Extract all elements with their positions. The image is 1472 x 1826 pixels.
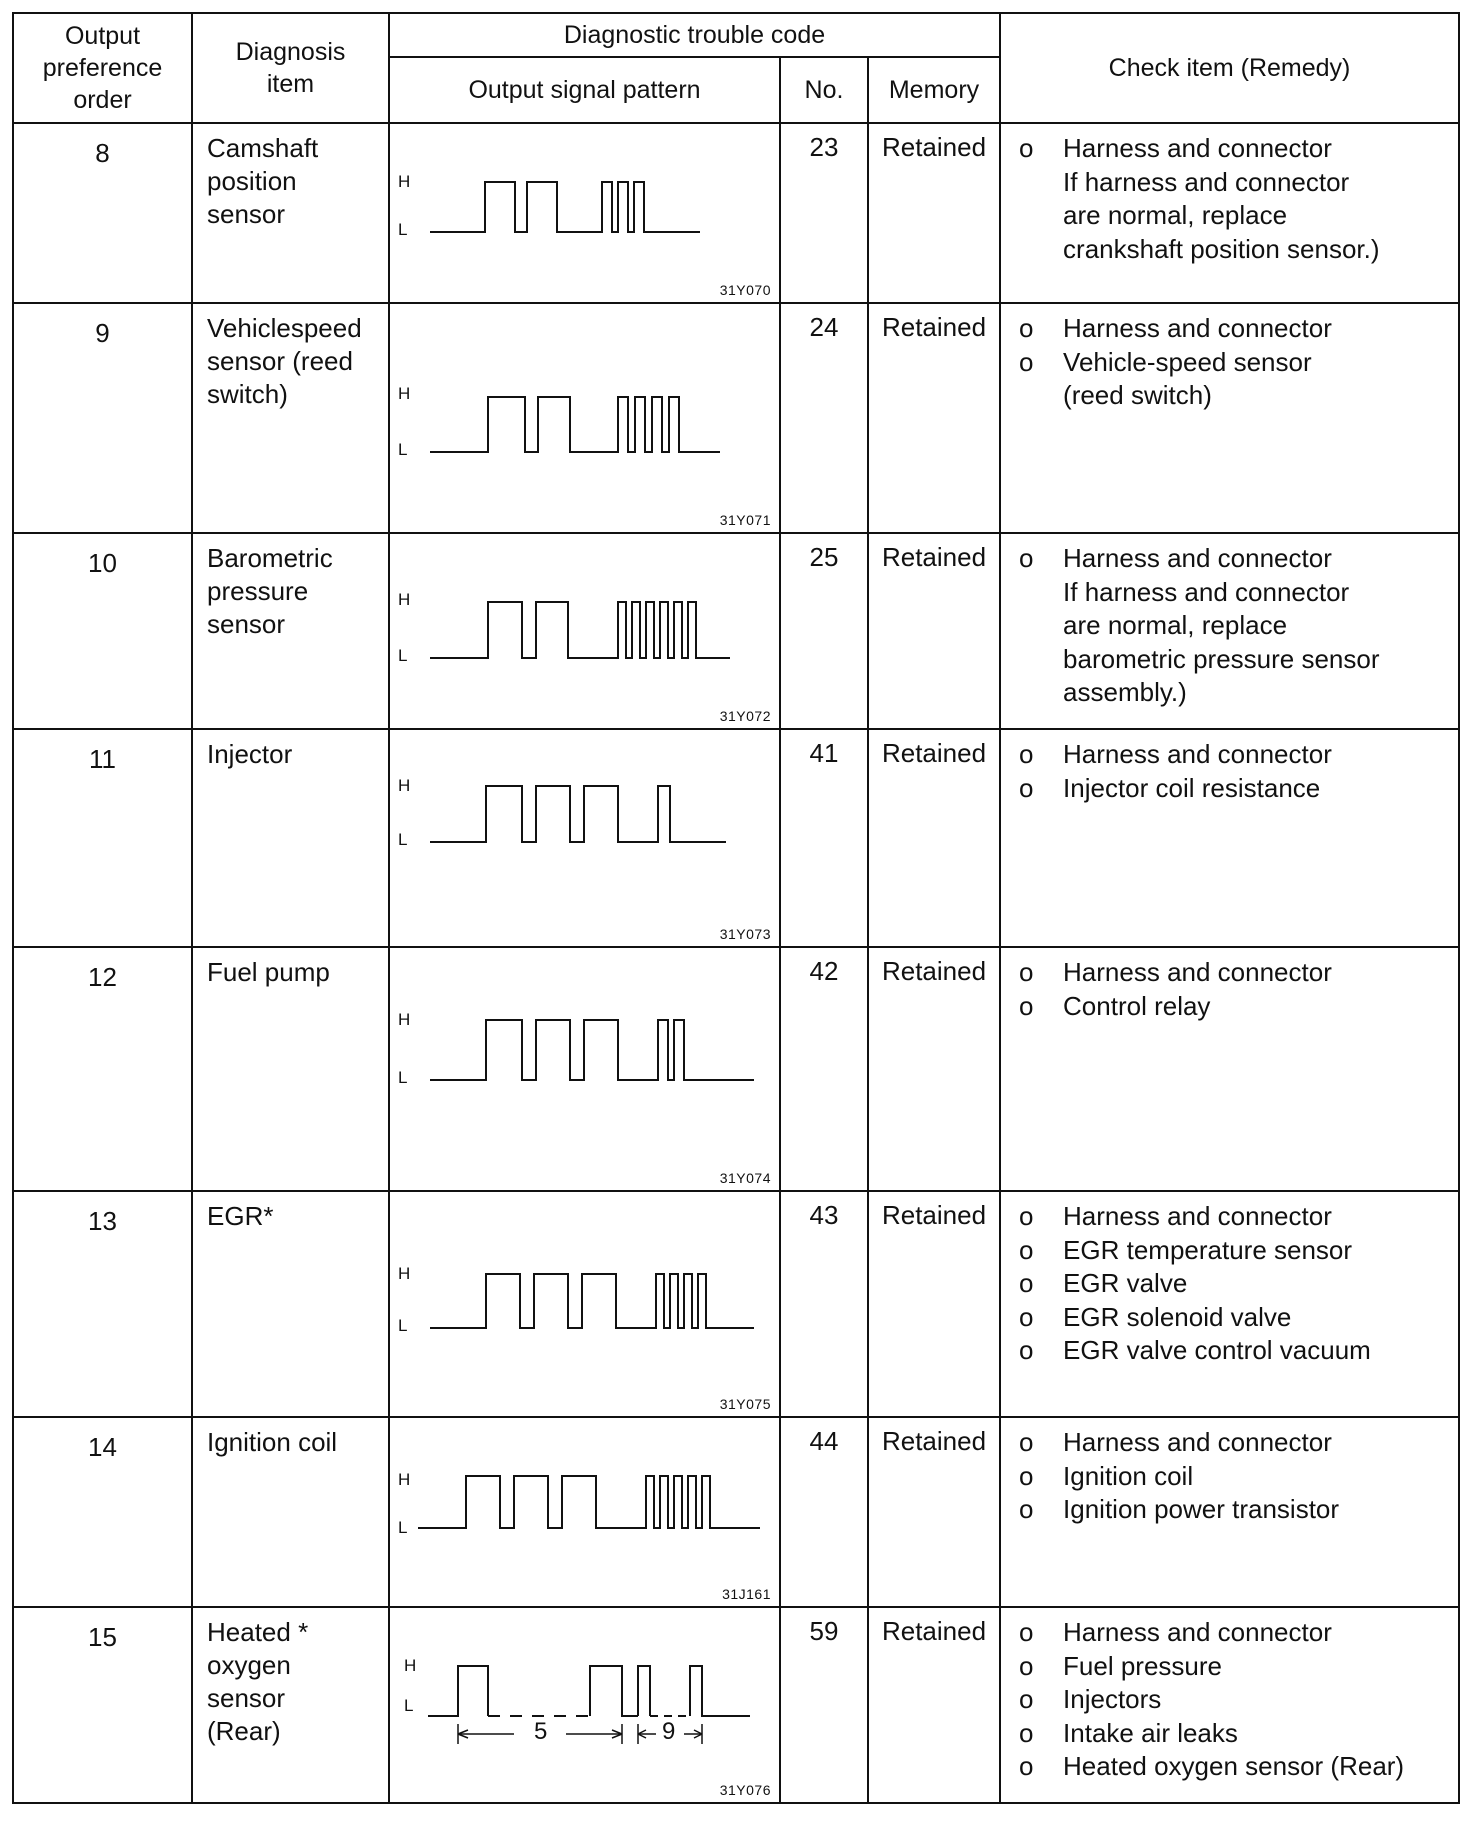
- bullet-icon: o: [1019, 1268, 1034, 1298]
- code-number-cell: 42: [780, 947, 868, 1191]
- bullet-icon: o: [1019, 1617, 1034, 1647]
- check-line: o Ignition power transistor: [1013, 1493, 1452, 1527]
- signal-waveform: [390, 1608, 779, 1802]
- check-line: (reed switch): [1013, 379, 1452, 413]
- figure-id: 31Y074: [719, 1170, 771, 1186]
- code-number-cell: 23: [780, 123, 868, 303]
- check-line: crankshaft position sensor.): [1013, 233, 1452, 267]
- bullet-icon: o: [1019, 1427, 1034, 1457]
- bullet-icon: o: [1019, 313, 1034, 343]
- memory-cell: Retained: [868, 1417, 1000, 1607]
- check-line: o Injector coil resistance: [1013, 772, 1452, 806]
- bullet-icon: o: [1019, 1460, 1034, 1491]
- memory-cell: Retained: [868, 729, 1000, 947]
- signal-waveform: [390, 1418, 779, 1606]
- code-number-cell: 43: [780, 1191, 868, 1417]
- signal-pattern-cell: [389, 1607, 780, 1803]
- check-line: o Harness and connector: [1013, 132, 1452, 166]
- header-output-preference-order: Output preference order: [13, 13, 192, 123]
- signal-pattern-cell: [389, 947, 780, 1191]
- high-level-label: H: [398, 776, 411, 795]
- header-memory: Memory: [868, 57, 1000, 123]
- check-line: o Heated oxygen sensor (Rear): [1013, 1750, 1452, 1784]
- check-line: o Harness and connector: [1013, 738, 1452, 772]
- check-item-cell: [1000, 123, 1459, 303]
- bullet-icon: o: [1019, 1751, 1034, 1781]
- memory-cell: Retained: [868, 123, 1000, 303]
- order-cell: 12: [13, 947, 192, 1191]
- interval-9-label: 9: [662, 1718, 676, 1745]
- bullet-icon: o: [1019, 1717, 1034, 1748]
- order-cell: 13: [13, 1191, 192, 1417]
- check-item-cell: [1000, 1607, 1459, 1803]
- table-row: [13, 123, 1459, 303]
- check-line: o Control relay: [1013, 990, 1452, 1024]
- diagnosis-item-cell: Ignition coil: [192, 1417, 389, 1607]
- diagnosis-item-cell: Camshaft position sensor: [192, 123, 389, 303]
- bullet-icon: [1013, 643, 1063, 677]
- bullet-icon: o: [1019, 1650, 1034, 1681]
- header-code-number: No.: [780, 57, 868, 123]
- table-row: [13, 303, 1459, 533]
- check-line: o Ignition coil: [1013, 1460, 1452, 1494]
- low-level-label: L: [398, 1518, 408, 1537]
- low-level-label: L: [398, 830, 408, 849]
- diagnosis-item-cell: Vehiclespeed sensor (reed switch): [192, 303, 389, 533]
- bullet-icon: [1013, 609, 1063, 643]
- check-line: are normal, replace: [1013, 609, 1452, 643]
- check-line: barometric pressure sensor: [1013, 643, 1452, 677]
- bullet-icon: [1013, 233, 1063, 267]
- memory-cell: Retained: [868, 1191, 1000, 1417]
- bullet-icon: o: [1019, 1201, 1034, 1231]
- check-line: assembly.): [1013, 676, 1452, 710]
- header-output-signal-pattern: Output signal pattern: [389, 57, 780, 123]
- signal-waveform: [390, 1192, 779, 1416]
- figure-id: 31Y073: [719, 926, 771, 942]
- figure-id: 31Y075: [719, 1396, 771, 1412]
- high-level-label: H: [398, 384, 411, 403]
- check-line: o Harness and connector: [1013, 312, 1452, 346]
- bullet-icon: o: [1019, 957, 1034, 987]
- bullet-icon: [1013, 379, 1063, 413]
- check-line: are normal, replace: [1013, 199, 1452, 233]
- check-line: If harness and connector: [1013, 166, 1452, 200]
- order-cell: 10: [13, 533, 192, 729]
- signal-waveform: [390, 534, 779, 728]
- order-cell: 14: [13, 1417, 192, 1607]
- check-line: o Harness and connector: [1013, 542, 1452, 576]
- diagnosis-item-cell: Fuel pump: [192, 947, 389, 1191]
- code-number-cell: 59: [780, 1607, 868, 1803]
- check-line: o Harness and connector: [1013, 1616, 1452, 1650]
- check-line: If harness and connector: [1013, 576, 1452, 610]
- bullet-icon: o: [1019, 739, 1034, 769]
- check-item-cell: [1000, 947, 1459, 1191]
- code-number-cell: 24: [780, 303, 868, 533]
- low-level-label: L: [398, 220, 408, 239]
- check-line: o EGR solenoid valve: [1013, 1301, 1452, 1335]
- check-line: o Harness and connector: [1013, 956, 1452, 990]
- check-item-cell: [1000, 533, 1459, 729]
- check-line: o EGR valve: [1013, 1267, 1452, 1301]
- table-row: [13, 533, 1459, 729]
- low-level-label: L: [404, 1696, 414, 1715]
- code-number-cell: 41: [780, 729, 868, 947]
- interval-5-label: 5: [534, 1718, 548, 1745]
- check-line: o Vehicle-speed sensor: [1013, 346, 1452, 380]
- high-level-label: H: [398, 172, 411, 191]
- bullet-icon: [1013, 676, 1063, 710]
- bullet-icon: o: [1019, 1335, 1034, 1365]
- figure-id: 31J161: [722, 1586, 771, 1602]
- signal-pattern-cell: [389, 533, 780, 729]
- check-line: o Harness and connector: [1013, 1200, 1452, 1234]
- figure-id: 31Y070: [719, 282, 771, 298]
- diagnosis-item-cell: Injector: [192, 729, 389, 947]
- memory-cell: Retained: [868, 533, 1000, 729]
- signal-pattern-cell: [389, 1191, 780, 1417]
- order-cell: 15: [13, 1607, 192, 1803]
- signal-waveform: [390, 948, 779, 1190]
- high-level-label: H: [404, 1656, 417, 1675]
- diagnosis-item-cell: Barometric pressure sensor: [192, 533, 389, 729]
- memory-cell: Retained: [868, 1607, 1000, 1803]
- check-line: o Injectors: [1013, 1683, 1452, 1717]
- figure-id: 31Y071: [719, 512, 771, 528]
- bullet-icon: o: [1019, 1684, 1034, 1714]
- low-level-label: L: [398, 1316, 408, 1335]
- bullet-icon: [1013, 576, 1063, 610]
- bullet-icon: [1013, 166, 1063, 200]
- order-cell: 8: [13, 123, 192, 303]
- code-number-cell: 25: [780, 533, 868, 729]
- signal-pattern-cell: [389, 303, 780, 533]
- memory-cell: Retained: [868, 303, 1000, 533]
- header-check-item: Check item (Remedy): [1000, 13, 1459, 123]
- check-item-cell: [1000, 1191, 1459, 1417]
- header-diagnosis-item: Diagnosis item: [192, 13, 389, 123]
- bullet-icon: o: [1019, 543, 1034, 573]
- high-level-label: H: [398, 1470, 411, 1489]
- bullet-icon: o: [1019, 1234, 1034, 1265]
- high-level-label: H: [398, 590, 411, 609]
- order-cell: 9: [13, 303, 192, 533]
- table-row: [13, 947, 1459, 1191]
- table-row: [13, 1191, 1459, 1417]
- signal-waveform: [390, 124, 779, 302]
- check-line: o EGR temperature sensor: [1013, 1234, 1452, 1268]
- diagnosis-item-cell: EGR*: [192, 1191, 389, 1417]
- bullet-icon: o: [1019, 772, 1034, 803]
- low-level-label: L: [398, 646, 408, 665]
- header-diagnostic-trouble-code: Diagnostic trouble code: [389, 13, 1000, 57]
- table-row: [13, 1607, 1459, 1803]
- order-cell: 11: [13, 729, 192, 947]
- check-item-cell: [1000, 1417, 1459, 1607]
- bullet-icon: o: [1019, 1494, 1034, 1524]
- bullet-icon: o: [1019, 346, 1034, 377]
- check-line: o Fuel pressure: [1013, 1650, 1452, 1684]
- check-item-cell: [1000, 729, 1459, 947]
- check-line: o EGR valve control vacuum: [1013, 1334, 1452, 1368]
- high-level-label: H: [398, 1010, 411, 1029]
- check-line: o Harness and connector: [1013, 1426, 1452, 1460]
- signal-pattern-cell: [389, 123, 780, 303]
- low-level-label: L: [398, 1068, 408, 1087]
- table-row: [13, 1417, 1459, 1607]
- signal-pattern-cell: [389, 729, 780, 947]
- signal-waveform: [390, 730, 779, 946]
- code-number-cell: 44: [780, 1417, 868, 1607]
- figure-id: 31Y072: [719, 708, 771, 724]
- low-level-label: L: [398, 440, 408, 459]
- high-level-label: H: [398, 1264, 411, 1283]
- memory-cell: Retained: [868, 947, 1000, 1191]
- diagnosis-item-cell: Heated * oxygen sensor (Rear): [192, 1607, 389, 1803]
- signal-waveform: [390, 304, 779, 532]
- bullet-icon: o: [1019, 133, 1034, 163]
- diagnostic-trouble-code-table: [12, 12, 1460, 1804]
- bullet-icon: o: [1019, 1301, 1034, 1332]
- signal-pattern-cell: [389, 1417, 780, 1607]
- table-row: [13, 729, 1459, 947]
- check-line: o Intake air leaks: [1013, 1717, 1452, 1751]
- bullet-icon: o: [1019, 990, 1034, 1021]
- check-item-cell: [1000, 303, 1459, 533]
- bullet-icon: [1013, 199, 1063, 233]
- figure-id: 31Y076: [719, 1782, 771, 1798]
